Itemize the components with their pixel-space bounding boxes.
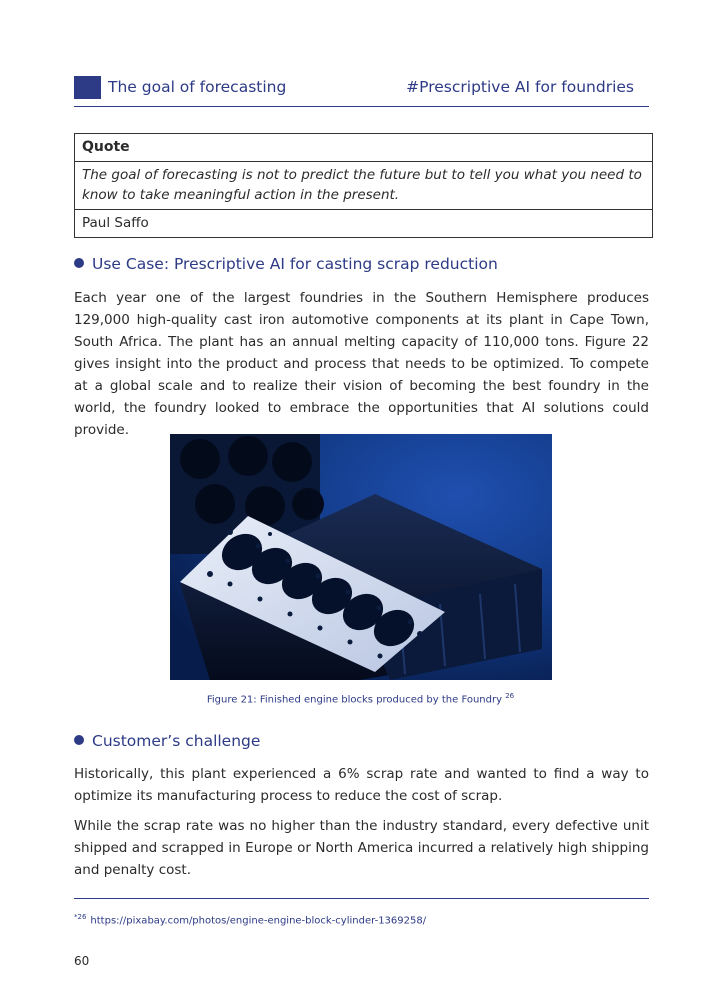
section-heading-text: Use Case: Prescriptive AI for casting scrap reduction (92, 255, 498, 273)
header-title: The goal of forecasting (108, 78, 287, 96)
section-heading-challenge (74, 732, 260, 750)
quote-author: Paul Saffo (75, 209, 652, 237)
page-header (74, 75, 649, 107)
footnote-marker: *26 (74, 913, 87, 921)
quote-text: The goal of forecasting is not to predict the future but to tell you what you need to know to take meaningful action in the present. (75, 161, 652, 209)
footnote-link[interactable]: https://pixabay.com/photos/engine-engine-block-cylinder-1369258/ (90, 915, 427, 927)
challenge-paragraph-1: Historically, this plant experienced a 6% scrap rate and wanted to find a way to optimize its manufacturing process to reduce the cost of scrap. (74, 766, 649, 804)
quote-heading: Quote (82, 139, 130, 155)
figure-caption-text: Figure 21: Finished engine blocks produced by the Foundry (206, 694, 503, 706)
challenge-paragraph-2: While the scrap rate was no higher than the industry standard, every defective unit shipped and scrapped in Europe or North America incurred a relatively high shipping and penalty cost. (74, 818, 649, 878)
use-case-paragraph: Each year one of the largest foundries in the Southern Hemisphere produces 129,000 high-quality cast iron automotive components at its plant in Cape Town, South Africa. The plant has an annual melting capacity of 110,000 tons. Figure 22 gives insight into the product and process that needs to be optimized. To compete at a global scale and to realize their vision of becoming the best foundry in the world, the foundry looked to embrace the opportunities that AI solutions could provide. (74, 290, 649, 438)
section-heading-text: Customer’s challenge (92, 732, 261, 750)
bullet-dot (74, 258, 84, 268)
figure-caption-ref: 26 (505, 692, 515, 700)
section-heading-use-case (74, 255, 498, 273)
footnote-divider (74, 898, 649, 899)
page-number: 60 (74, 954, 90, 968)
bullet-dot (74, 735, 84, 745)
quote-table (74, 133, 653, 238)
footnote (74, 913, 426, 926)
engine-block-photo (170, 434, 552, 680)
figure-caption (0, 692, 721, 705)
header-accent-square (74, 76, 101, 99)
header-tag: #Prescriptive AI for foundries (406, 78, 634, 96)
